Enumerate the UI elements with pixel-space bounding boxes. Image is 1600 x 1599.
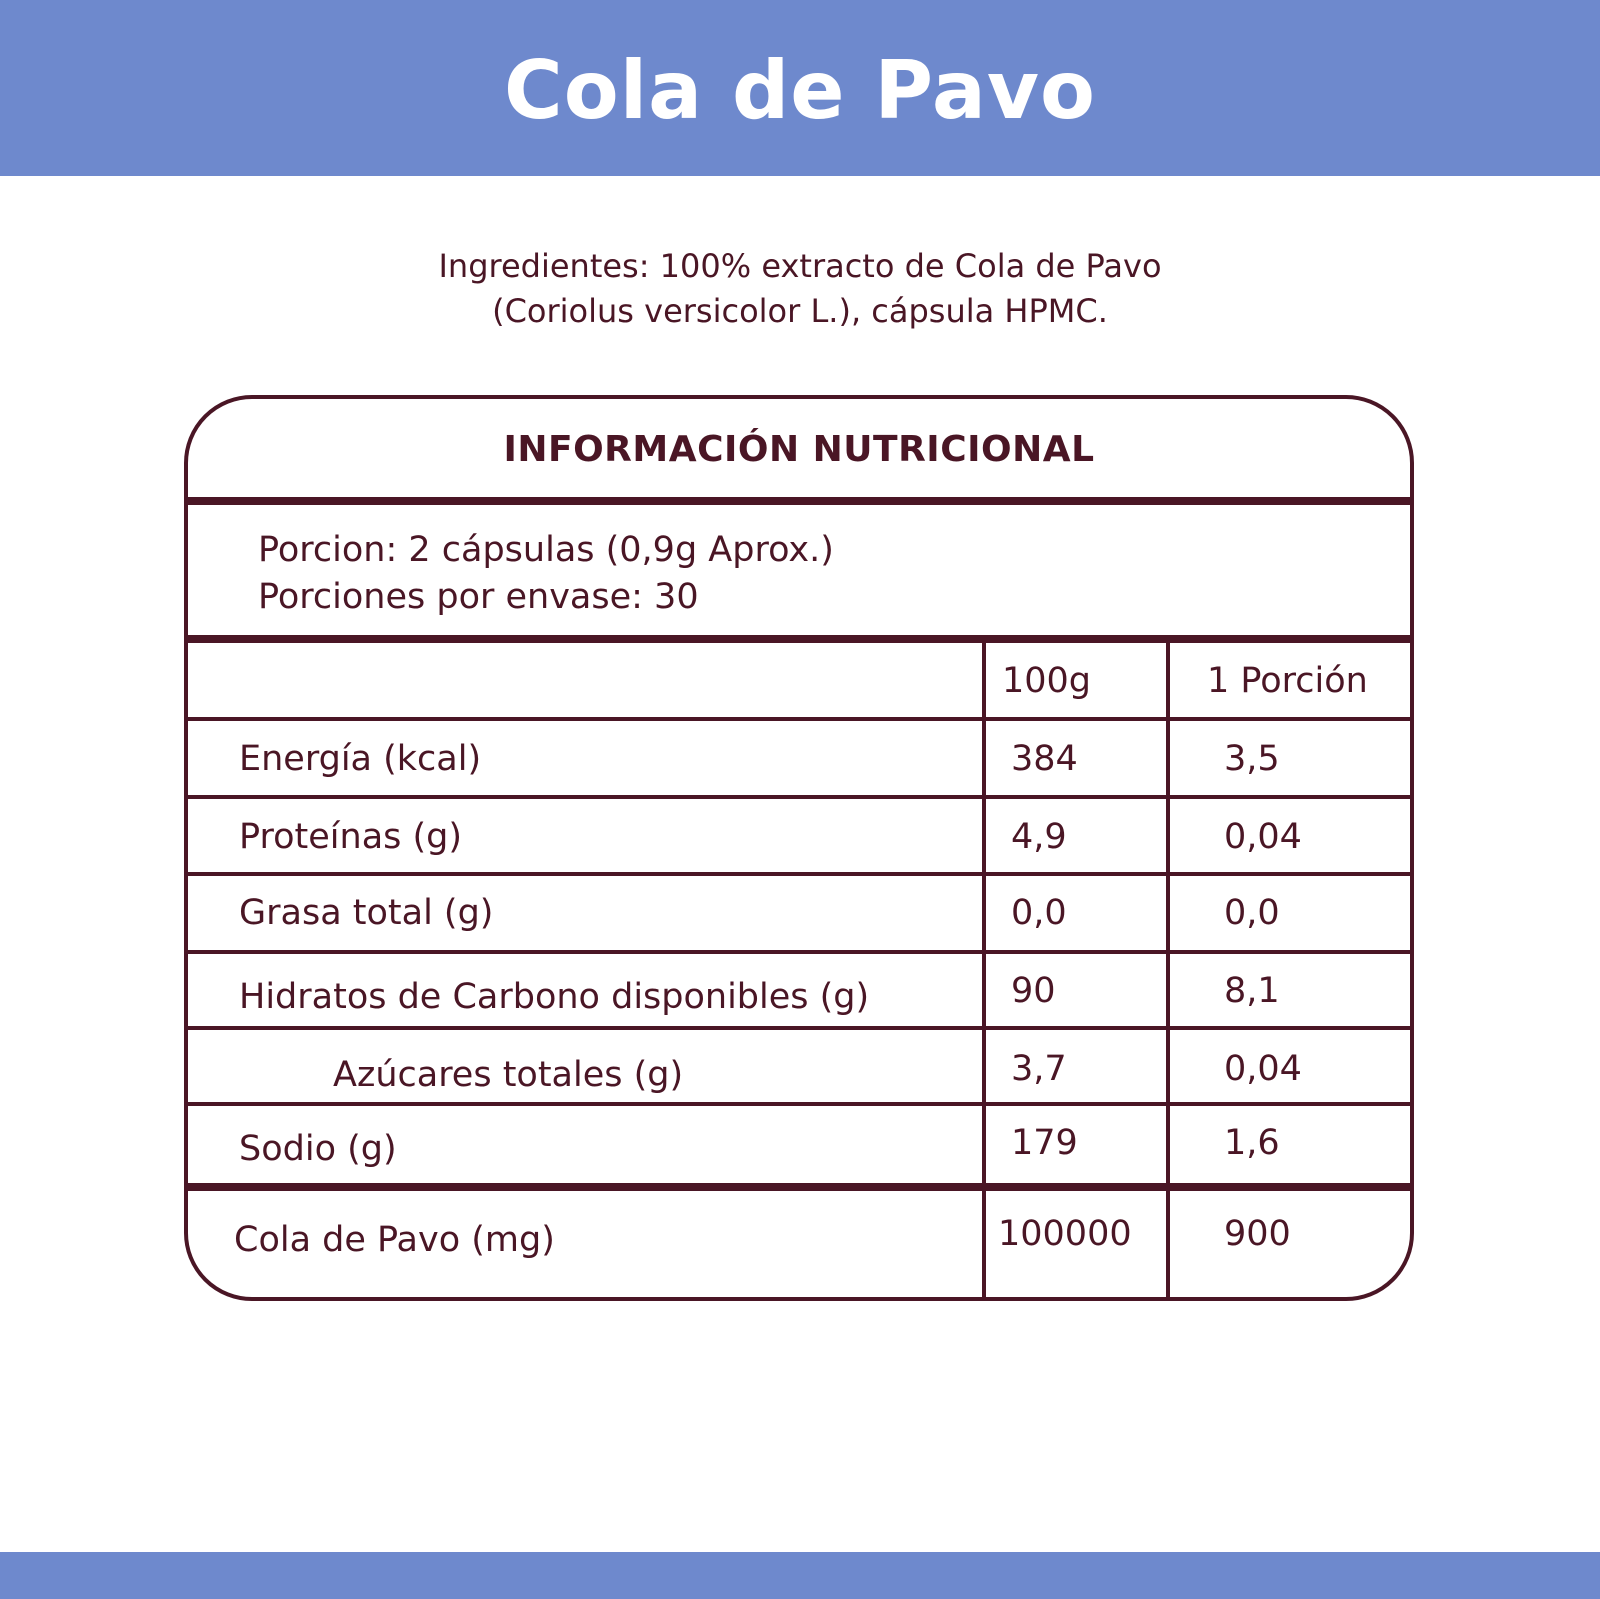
row-value-portion: 1,6 [1224, 1123, 1280, 1163]
row-divider [188, 1102, 1410, 1106]
bottom-band [0, 1552, 1600, 1599]
row-label-sodio: Sodio (g) [239, 1129, 397, 1169]
column-header-100g: 100g [1002, 661, 1092, 701]
row-value-portion: 0,04 [1224, 1049, 1302, 1089]
row-label-hidratos: Hidratos de Carbono disponibles (g) [239, 977, 870, 1017]
row-value-portion: 0,04 [1224, 817, 1302, 857]
row-value-100g: 100000 [998, 1214, 1132, 1254]
ingredients-line-1: Ingredientes: 100% extracto de Cola de Pavo [438, 247, 1162, 285]
row-divider [188, 872, 1410, 876]
divider-thick [188, 1183, 1410, 1191]
row-divider [188, 950, 1410, 954]
column-header-portion: 1 Porción [1207, 661, 1368, 701]
ingredients-text [200, 244, 1400, 334]
nutrition-panel [184, 395, 1414, 1301]
row-value-portion: 8,1 [1224, 971, 1280, 1011]
nutrition-title: INFORMACIÓN NUTRICIONAL [503, 428, 1095, 470]
row-label-energia: Energía (kcal) [239, 739, 482, 779]
product-title: Cola de Pavo [504, 43, 1096, 137]
row-label-cola-de-pavo: Cola de Pavo (mg) [234, 1220, 555, 1260]
row-divider [188, 717, 1410, 721]
row-value-portion: 0,0 [1224, 893, 1280, 933]
row-label-grasa: Grasa total (g) [239, 893, 494, 933]
row-label-azucares: Azúcares totales (g) [333, 1055, 684, 1095]
column-divider [1166, 639, 1170, 1301]
divider-thick [188, 497, 1410, 505]
serving-info [258, 527, 834, 621]
row-value-100g: 3,7 [1011, 1049, 1067, 1089]
divider-thick [188, 635, 1410, 643]
serving-size: Porcion: 2 cápsulas (0,9g Aprox.) [258, 530, 834, 570]
servings-per-container: Porciones por envase: 30 [258, 577, 699, 617]
row-value-portion: 900 [1224, 1214, 1291, 1254]
row-value-100g: 384 [1011, 739, 1078, 779]
column-divider [982, 639, 986, 1301]
row-divider [188, 795, 1410, 799]
row-value-100g: 0,0 [1011, 893, 1067, 933]
row-value-100g: 90 [1011, 971, 1056, 1011]
row-value-portion: 3,5 [1224, 739, 1280, 779]
row-divider [188, 1026, 1410, 1030]
row-label-proteinas: Proteínas (g) [239, 817, 463, 857]
ingredients-line-2: (Coriolus versicolor L.), cápsula HPMC. [492, 292, 1108, 330]
row-value-100g: 179 [1011, 1123, 1078, 1163]
row-value-100g: 4,9 [1011, 817, 1067, 857]
